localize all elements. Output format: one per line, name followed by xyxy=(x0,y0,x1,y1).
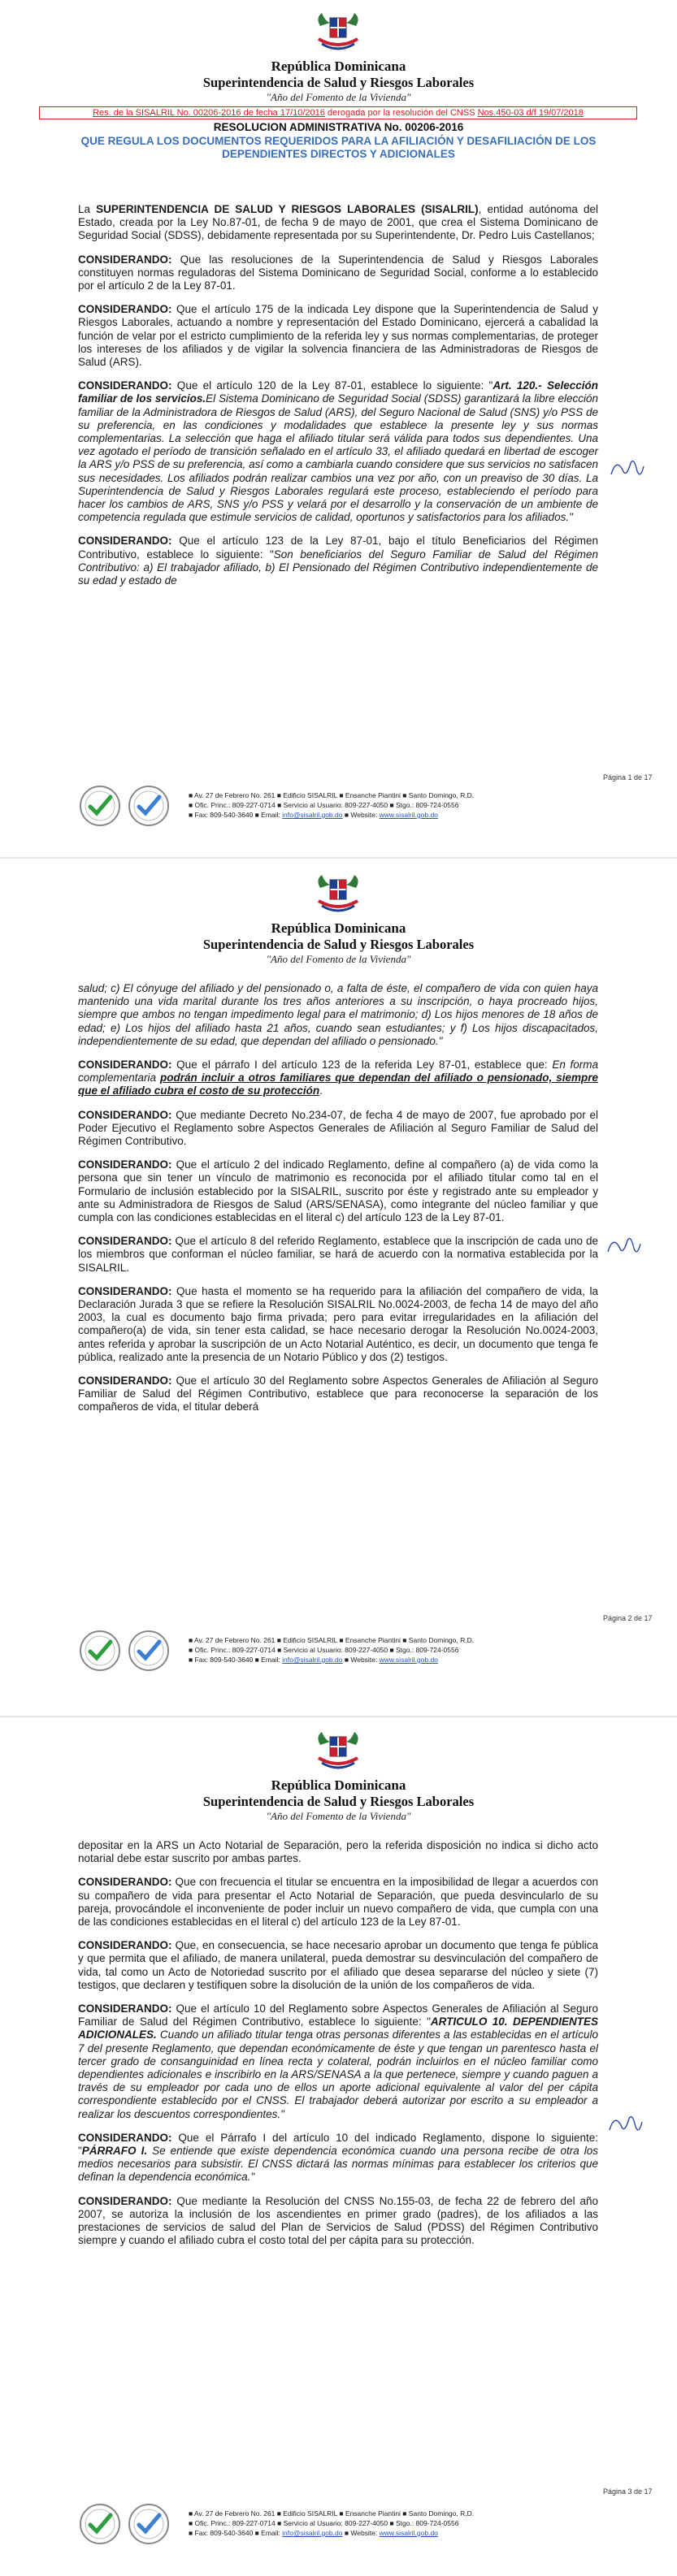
considerando-end: . xyxy=(319,1085,323,1098)
footer-web-label: ■ Website: xyxy=(342,811,380,819)
page-footer xyxy=(78,2502,614,2548)
footer-phones: ■ Ofic. Princ.: 809-227-0714 ■ Servicio al Usuario: 809-227-4050 ■ Stgo.: 809-724-0556 xyxy=(189,801,459,809)
intro-a: La xyxy=(78,203,97,215)
considerando-text: Que el artículo 30 del Reglamento sobre Aspectos Generales de Afiliación al Seguro Familiar de Salud del Régimen Contributivo, establece que para reconocerse la separación de los compañeros de vida, el titular deberá xyxy=(78,1375,598,1414)
article-continuation: salud; c) El cónyuge del afiliado y del pensionado o, a falta de éste, el compañero de vida con quien haya mantenido una vida marital durante los tres años anteriores a su inscripción, o haya procreado hijos, siempre que ambos no tengan impedimento legal para el matrimonio; d) Los hijos menores de 18 años de edad; e) Los hijos del afiliado hasta 21 años, cuando sean estudiantes; y f) Los hijos discapacitados, independientemente de su edad, que dependan del afiliado o pensionado." xyxy=(78,982,598,1047)
considerando-text: Que, en consecuencia, se hace necesario aprobar un documento que tenga fe pública y que permita que el afiliado, de manera unilateral, pueda demostrar su desvinculación del compañero de vida, tal como un Acto de Notoriedad suscrito por el afiliado que desea separarse del núcleo y siete (7) testigos, que declaren y testifiquen sobre la disolución de la unión de los compañeros de vida. xyxy=(78,1939,598,1991)
initials-signature xyxy=(605,2111,645,2140)
footer-fax: ■ Fax: 809-540-3640 ■ Email: xyxy=(189,811,283,819)
page-number: Página 1 de 17 xyxy=(603,773,653,781)
initials-signature xyxy=(603,1232,644,1262)
agency-name: Superintendencia de Salud y Riesgos Laborales xyxy=(202,75,475,90)
article-quote: Se entiende que existe dependencia económica cuando una persona recibe de otra los medios necesarios para subsistir. El CNSS dictará las normas mínimas para establecer los criterios que definan la dependencia económica." xyxy=(78,2145,598,2184)
footer-fax: ■ Fax: 809-540-3640 ■ Email: xyxy=(189,1656,283,1664)
email-link[interactable]: info@sisalril.gob.do xyxy=(282,1656,343,1664)
considerando-9 xyxy=(78,1285,598,1364)
resolution-number: RESOLUCION ADMINISTRATIVA No. 00206-2016 xyxy=(213,121,464,133)
considerando-label: CONSIDERANDO: xyxy=(78,303,172,316)
certification-seal-icon xyxy=(127,784,171,828)
considerando-12 xyxy=(78,1939,598,1992)
footer-address: ■ Av. 27 de Febrero No. 261 ■ Edificio SISALRIL ■ Ensanche Piantini ■ Santo Domingo, R.D. xyxy=(189,1636,475,1644)
coat-of-arms-icon xyxy=(314,1727,362,1774)
year-motto: "Año del Fomento de la Vivienda" xyxy=(266,1810,411,1822)
article-quote: Cuando un afiliado titular tenga otras personas diferentes a las establecidas en el artículo 7 del presente Reglamento, que dependan económicamente de éste y que tengan un parentesco hasta el tercer grado de consanguinidad en línea recta y colateral, podrán incluirlos en el núcleo familiar como dependientes adicionales e inscribirlo en la ARS/SENASA a la que pertenece, siempre y cuando paguen a través de su empleador por cada uno de ellos un aporte adicional equivalente al valor del per cápita correspondiente establecido por el CNSS. El trabajador deberá autorizar por escrito a su empleador a realizar los descuentos correspondientes." xyxy=(78,2028,598,2120)
article-quote: Son beneficiarios del Seguro Familiar de Salud del Régimen Contributivo: a) El trabajador afiliado, b) El Pensionado del Régimen Contributivo independientemente de su edad y estado de xyxy=(78,548,598,587)
considerando-label: CONSIDERANDO: xyxy=(78,2194,172,2207)
country-name: República Dominicana xyxy=(271,1777,406,1793)
article-title: Art. 120.- Selección familiar de los servicios. xyxy=(78,379,598,405)
footer-web-label: ■ Website: xyxy=(342,1656,380,1664)
page1-body xyxy=(78,203,598,598)
agency-name: Superintendencia de Salud y Riesgos Laborales xyxy=(202,1794,475,1809)
agency-name: Superintendencia de Salud y Riesgos Laborales xyxy=(202,937,475,952)
page2-body xyxy=(78,982,598,1425)
considerando-text: Que el artículo 10 del Reglamento sobre Aspectos Generales de Afiliación al Seguro Familiar de Salud del Régimen Contributivo, establece lo siguiente: " xyxy=(78,2002,598,2028)
considerando-text: Que hasta el momento se ha requerido para la afiliación del compañero de vida, la Declaración Jurada 3 que se refiere la Resolución SISALRIL No.0024-2003, de fecha 14 de mayo del año 2003, la cual es documento bajo firma privada; pero para evitar irregularidades en la afiliación del compañero(a) de vida, sin tener esta calidad, se hace necesario derogar la Resolución No.0024-2003, antes referida y aprobar la suscripción de un Acto Notarial Auténtico, es decir, un documento que tenga fe pública, realizado ante la presencia de un Notario Público y dos (2) testigos. xyxy=(78,1284,598,1363)
considerando-text: Que el artículo 175 de la indicada Ley dispone que la Superintendencia de Salud y Riesgos Laborales, actuando a nombre y representación del Estado Dominicano, ejercerá a cabalidad la función de velar por el estricto cumplimiento de la referida ley y sus normas complementarias, de proteger los intereses de los afiliados y de vigilar la solvencia financiera de las Administradoras de Riesgos de Salud (ARS). xyxy=(78,303,598,369)
page-number: Página 3 de 17 xyxy=(603,2487,653,2496)
considerando-text: Que con frecuencia el titular se encuentra en la imposibilidad de llegar a acuerdos con su compañero de vida para presentar el Acto Notarial de Separación, que pueda desvincularlo de su pareja, provocándole el inconveniente de poder incluir un nuevo compañero de vida, que cumpla con una de las condiciones establecidas en el literal c) del artículo 123 de la Ley 87-01. xyxy=(78,1876,598,1929)
resolution-subject: QUE REGULA LOS DOCUMENTOS REQUERIDOS PARA LA AFILIACIÓN Y DESAFILIACIÓN DE LOS DEPENDIENTES DIRECTOS Y ADICIONALES xyxy=(80,135,597,160)
footer-phones: ■ Ofic. Princ.: 809-227-0714 ■ Servicio al Usuario: 809-227-4050 ■ Stgo.: 809-724-0556 xyxy=(189,2519,459,2527)
footer-fax: ■ Fax: 809-540-3640 ■ Email: xyxy=(189,2529,283,2537)
paragraph-continuation: depositar en la ARS un Acto Notarial de Separación, pero la referida disposición no indica si dicho acto notarial debe estar suscrito por ambas partes. xyxy=(78,1839,598,1865)
considerando-7 xyxy=(78,1158,598,1224)
page3-body xyxy=(78,1839,598,2258)
footer-address: ■ Av. 27 de Febrero No. 261 ■ Edificio SISALRIL ■ Ensanche Piantini ■ Santo Domingo, R.D. xyxy=(189,791,475,799)
considerando-label: CONSIDERANDO: xyxy=(78,1939,172,1952)
email-link[interactable]: info@sisalril.gob.do xyxy=(282,811,343,819)
considerando-label: CONSIDERANDO: xyxy=(78,253,172,266)
page-number: Página 2 de 17 xyxy=(603,1614,653,1622)
coat-of-arms-icon xyxy=(314,870,362,917)
article-quote: El Sistema Dominicano de Seguridad Social (SDSS) garantizará la libre elección familiar de la Administradora de Riesgos de Salud (ARS), del Seguro Nacional de Salud (SNS) y/o PSS de su preferencia, en las condiciones y modalidades que establece la presente ley y sus normas complementarias. La selección que haga el afiliado titular será válida para todos sus dependientes. Una vez agotado el período de transición señalado en el artículo 33, el afiliado quedará en libertad de escoger la ARS y/o PSS de su preferencia, así como a cambiarla cuando considere que sus servicios no satisfacen sus necesidades. Los afiliados podrán realizar cambios una vez por año, con un preaviso de 30 días. La Superintendencia de Salud y Riesgos Laborales regulará este proceso, estableciendo el período para hacer los cambios de ARS, SNS y/o PSS y velará por el desarrollo y la conservación de un ambiente de competencia regulada que estimule servicios de calidad, oportunos y satisfactorios para los afiliados." xyxy=(78,392,598,524)
year-motto: "Año del Fomento de la Vivienda" xyxy=(266,91,411,103)
coat-of-arms-icon xyxy=(314,8,362,55)
website-link[interactable]: www.sisalril.gob.do xyxy=(379,811,438,819)
considerando-label: CONSIDERANDO: xyxy=(78,1876,172,1889)
footer-online xyxy=(189,810,474,820)
footer-address: ■ Av. 27 de Febrero No. 261 ■ Edificio SISALRIL ■ Ensanche Piantini ■ Santo Domingo, R.D. xyxy=(189,2509,475,2518)
document-page-1 xyxy=(0,0,677,859)
considerando-label: CONSIDERANDO: xyxy=(78,379,172,392)
considerando-text: Que las resoluciones de la Superintendencia de Salud y Riesgos Laborales constituyen normas reguladoras del Sistema Dominicano de Seguridad Social, conforme a lo establecido por el artículo 2 de la Ley 87-01. xyxy=(78,253,598,292)
footer-web-label: ■ Website: xyxy=(342,2529,380,2537)
considerando-text: Que el artículo 120 de la Ley 87-01, establece lo siguiente: " xyxy=(171,379,493,392)
document-page-2 xyxy=(0,859,677,1717)
considerando-11 xyxy=(78,1876,598,1929)
footer-phones: ■ Ofic. Princ.: 809-227-0714 ■ Servicio al Usuario: 809-227-4050 ■ Stgo.: 809-724-0556 xyxy=(189,1646,459,1654)
considerando-text: Que el artículo 8 del referido Reglamento, establece que la inscripción de cada uno de los miembros que conforman el núcleo familiar, se hará de acuerdo con la normativa establecida por la SISALRIL. xyxy=(78,1235,598,1274)
intro-paragraph xyxy=(78,203,598,243)
annotation-part3: Nos.450-03 d/f 19/07/2018 xyxy=(477,108,584,118)
country-name: República Dominicana xyxy=(271,920,406,936)
considerando-label: CONSIDERANDO: xyxy=(78,1284,172,1297)
considerando-1 xyxy=(78,253,598,293)
country-name: República Dominicana xyxy=(271,58,406,74)
year-motto: "Año del Fomento de la Vivienda" xyxy=(266,953,411,965)
considerando-text: Que el artículo 123 de la Ley 87-01, bajo el título Beneficiarios del Régimen Contributivo, establece lo siguiente: " xyxy=(78,535,598,561)
intro-c: , entidad autónoma del Estado, creada por la Ley No.87-01, de fecha 9 de mayo de 2001, que crea el Sistema Dominicano de Seguridad Social (SDSS), debidamente representada por su Superintendente, Dr. Pedro Luis Castellanos; xyxy=(78,203,598,242)
footer-contact xyxy=(189,2509,474,2538)
considerando-15 xyxy=(78,2195,598,2248)
considerando-label: CONSIDERANDO: xyxy=(78,1108,172,1121)
considerando-4 xyxy=(78,535,598,587)
considerando-5 xyxy=(78,1059,598,1098)
annotation-part1: Res. de la SISALRIL No. 00206-2016 de fecha 17/10/2016 xyxy=(93,108,325,118)
considerando-text: Que el Párrafo I del artículo 10 del indicado Reglamento, dispone lo siguiente: " xyxy=(78,2131,598,2158)
website-link[interactable]: www.sisalril.gob.do xyxy=(379,1656,438,1664)
considerando-14 xyxy=(78,2132,598,2184)
footer-online xyxy=(189,2528,474,2538)
certification-seal-icon xyxy=(78,784,122,828)
considerando-text: Que mediante la Resolución del CNSS No.155-03, de fecha 22 de febrero del año 2007, se autoriza la inclusión de los ascendientes en primer grado (padres), de los afiliados a las prestaciones de servicios de salud del Plan de Servicios de Salud (PDSS) del Régimen Contributivo siempre y cuando el afiliado cubra el costo total del per cápita para su protección. xyxy=(78,2194,598,2247)
considerando-label: CONSIDERANDO: xyxy=(78,1375,172,1388)
certification-seal-icon xyxy=(127,2502,171,2546)
certification-seal-icon xyxy=(127,1629,171,1673)
document-page-3 xyxy=(0,1717,677,2576)
considerando-6 xyxy=(78,1109,598,1149)
considerando-label: CONSIDERANDO: xyxy=(78,2002,172,2015)
page-footer xyxy=(78,784,614,829)
considerando-label: CONSIDERANDO: xyxy=(78,1158,172,1171)
website-link[interactable]: www.sisalril.gob.do xyxy=(379,2529,438,2537)
considerando-13 xyxy=(78,2002,598,2121)
considerando-10 xyxy=(78,1375,598,1414)
considerando-label: CONSIDERANDO: xyxy=(78,535,172,548)
article-title: ARTICULO 10. DEPENDIENTES ADICIONALES. xyxy=(78,2015,598,2041)
considerando-text: Que el párrafo I del artículo 123 de la referida Ley 87-01, establece que: xyxy=(171,1059,553,1072)
certification-seal-icon xyxy=(78,1629,122,1673)
footer-online xyxy=(189,1655,474,1665)
page-footer xyxy=(78,1629,614,1674)
highlighted-quote: podrán incluir a otros familiares que dependan del afiliado o pensionado, siempre que el afiliado cubra el costo de su protección xyxy=(78,1072,599,1098)
considerando-8 xyxy=(78,1235,598,1275)
certification-seal-icon xyxy=(78,2502,122,2546)
considerando-2 xyxy=(78,303,598,369)
considerando-label: CONSIDERANDO: xyxy=(78,1235,172,1248)
considerando-text: Que el artículo 2 del indicado Reglamento, define al compañero (a) de vida como la persona que sin tener un vínculo de matrimonio es reconocida por el afiliado titular como tal en el Formulario de inclusión establecido por la SISALRIL, suscrito por éste y registrado ante su empleador y ante su Administradora de Riesgos de Salud (ARS/SENASA), como integrante del núcleo familiar y que cumpla con las condiciones establecidas en el literal c) del artículo 123 de la Ley 87-01. xyxy=(78,1158,598,1224)
derogation-annotation xyxy=(39,106,637,119)
considerando-label: CONSIDERANDO: xyxy=(78,2131,172,2144)
considerando-text: Que mediante Decreto No.234-07, de fecha 4 de mayo de 2007, fue aprobado por el Poder Ejecutivo el Reglamento sobre Aspectos Generales de Afiliación al Seguro Familiar de Salud del Régimen Contributivo. xyxy=(78,1108,598,1148)
footer-contact xyxy=(189,790,474,820)
footer-contact xyxy=(189,1635,474,1665)
paragraph-title: PÁRRAFO I. xyxy=(81,2145,148,2158)
considerando-3 xyxy=(78,379,598,524)
annotation-part2: derogada por la resolución del CNSS xyxy=(324,108,478,118)
considerando-label: CONSIDERANDO: xyxy=(78,1059,172,1072)
article-quote: En forma complementaria xyxy=(78,1059,599,1085)
intro-entity: SUPERINTENDENCIA DE SALUD Y RIESGOS LABORALES (SISALRIL) xyxy=(96,203,479,215)
initials-signature xyxy=(606,455,647,484)
email-link[interactable]: info@sisalril.gob.do xyxy=(282,2529,343,2537)
